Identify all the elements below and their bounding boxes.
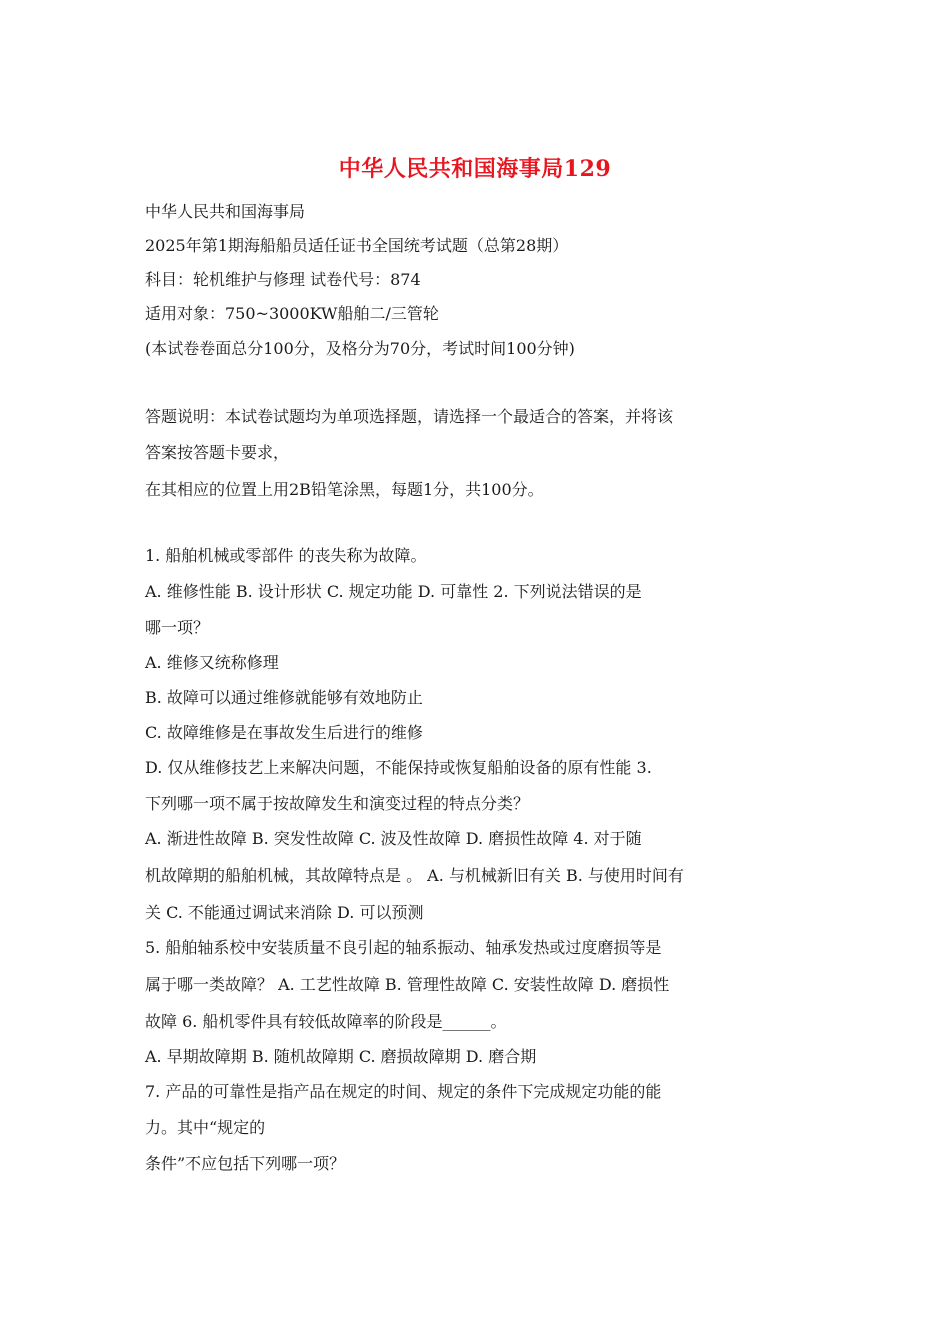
text-line: B. 故障可以通过维修就能够有效地防止 — [145, 688, 423, 707]
text-line: 7. 产品的可靠性是指产品在规定的时间、规定的条件下完成规定功能的能 — [145, 1082, 662, 1101]
text-line: 条件”不应包括下列哪一项？ — [145, 1154, 346, 1173]
text-line: 哪一项？ — [145, 618, 210, 637]
text-line: 在其相应的位置上用2B铅笔涂黑，每题1分，共100分。 — [145, 480, 544, 499]
text-line: 科目：轮机维护与修理 试卷代号：874 — [145, 270, 421, 289]
text-line: 属于哪一类故障？ A. 工艺性故障 B. 管理性故障 C. 安装性故障 D. 磨损性 — [145, 975, 670, 994]
text-line: A. 维修性能 B. 设计形状 C. 规定功能 D. 可靠性 2. 下列说法错误的是 — [145, 582, 642, 601]
text-line: 关 C. 不能通过调试来消除 D. 可以预测 — [145, 903, 424, 922]
text-line: A. 渐进性故障 B. 突发性故障 C. 波及性故障 D. 磨损性故障 4. 对于随 — [145, 829, 642, 848]
text-line: 下列哪一项不属于按故障发生和演变过程的特点分类？ — [145, 794, 530, 813]
text-line: 中华人民共和国海事局 — [145, 202, 306, 221]
text-line: 故障 6. 船机零件具有较低故障率的阶段是______。 — [145, 1012, 507, 1031]
text-line: D. 仅从维修技艺上来解决问题，不能保持或恢复船舶设备的原有性能 3. — [145, 758, 652, 777]
text-line: 机故障期的船舶机械，其故障特点是 。 A. 与机械新旧有关 B. 与使用时间有 — [145, 866, 684, 885]
text-line: 适用对象：750~3000KW船舶二/三管轮 — [145, 304, 439, 323]
text-line: 1. 船舶机械或零部件 的丧失称为故障。 — [145, 546, 427, 565]
text-line: 力。其中“规定的 — [145, 1118, 266, 1137]
text-line: 2025年第1期海船船员适任证书全国统考试题（总第28期） — [145, 236, 569, 255]
text-line: 答案按答题卡要求， — [145, 443, 290, 462]
text-line: A. 维修又统称修理 — [145, 653, 279, 672]
text-line: 答题说明：本试卷试题均为单项选择题，请选择一个最适合的答案，并将该 — [145, 407, 674, 426]
text-line: C. 故障维修是在事故发生后进行的维修 — [145, 723, 423, 742]
document-title: 中华人民共和国海事局129 — [338, 156, 612, 182]
text-line: 5. 船舶轴系校中安装质量不良引起的轴系振动、轴承发热或过度磨损等是 — [145, 938, 662, 957]
text-line: (本试卷卷面总分100分，及格分为70分，考试时间100分钟) — [145, 339, 575, 358]
text-line: A. 早期故障期 B. 随机故障期 C. 磨损故障期 D. 磨合期 — [145, 1047, 537, 1066]
